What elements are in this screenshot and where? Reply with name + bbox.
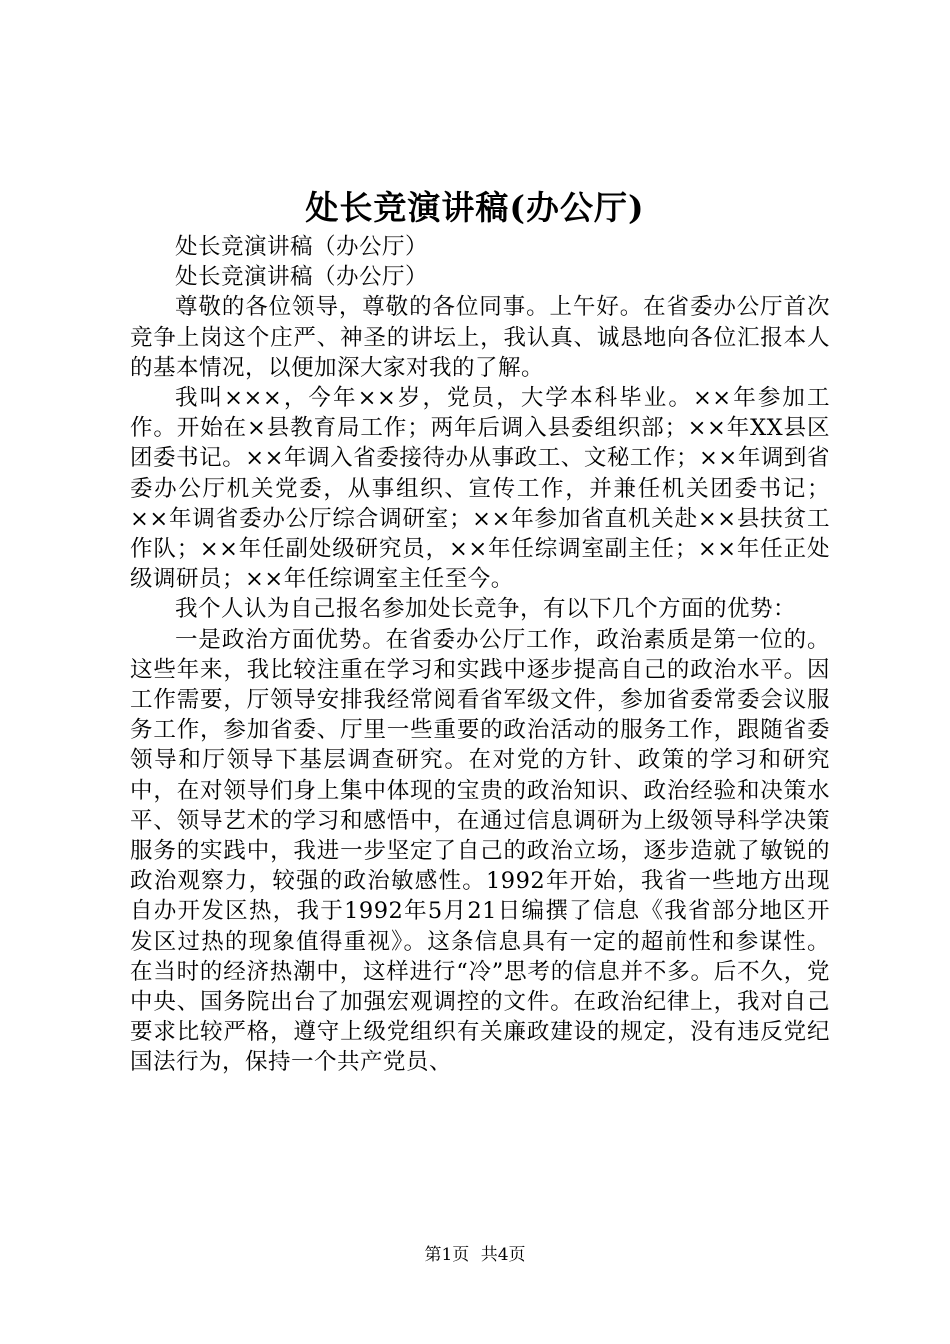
paragraph-greeting: 尊敬的各位领导，尊敬的各位同事。上午好。在省委办公厅首次竞争上岗这个庄严、神圣的讲坛上，我认真、诚恳地向各位汇报本人的基本情况，以便加深大家对我的了解。 [130, 294, 830, 381]
paragraph-subtitle-2: 处长竞演讲稿（办公厅） [175, 264, 429, 291]
paragraph-political-advantage: 一是政治方面优势。在省委办公厅工作，政治素质是第一位的。这些年来，我比较注重在学习和实践中逐步提高自己的政治水平。因工作需要，厅领导安排我经常阅看省军级文件，参加省委常委会议服务工作，参加省委、厅里一些重要的政治活动的服务工作，跟随省委领导和厅领导下基层调查研究。在对党的方针、政策的学习和研究中，在对领导们身上集中体现的宝贵的政治知识、政治经验和决策水平、领导艺术的学习和感悟中，在通过信息调研为上级领导科学决策服务的实践中，我进一步坚定了自己的政治立场，逐步造就了敏锐的政治观察力，较强的政治敏感性。1992年开始，我省一些地方出现自办开发区热，我于1992年5月21日编撰了信息《我省部分地区开发区过热的现象值得重视》。这条信息具有一定的超前性和参谋性。在当时的经济热潮中，这样进行“冷”思考的信息并不多。后不久，党中央、国务院出台了加强宏观调控的文件。在政治纪律上，我对自己要求比较严格，遵守上级党组织有关廉政建设的规定，没有违反党纪国法行为，保持一个共产党员、 [130, 626, 830, 1076]
page-total: 共4页 [480, 1245, 526, 1265]
paragraph-subtitle-1: 处长竞演讲稿（办公厅） [175, 234, 429, 260]
page-number: 第1页 [424, 1245, 470, 1265]
page-footer [0, 1244, 950, 1266]
document-title: 处长竞演讲稿(办公厅) [305, 188, 645, 227]
document-body [130, 232, 830, 1078]
paragraph-advantages-intro: 我个人认为自己报名参加处长竞争，有以下几个方面的优势： [175, 596, 797, 623]
paragraph-resume: 我叫×××，今年××岁，党员，大学本科毕业。××年参加工作。开始在×县教育局工作；两年后调入县委组织部；××年XX县区团委书记。××年调入省委接待办从事政工、文秘工作；××年调到省委办公厅机关党委，从事组织、宣传工作，并兼任机关团委书记；××年调省委办公厅综合调研室；××年参加省直机关赴××县扶贫工作队；××年任副处级研究员，××年任综调室副主任；××年任正处级调研员；××年任综调室主任至今。 [130, 385, 830, 593]
